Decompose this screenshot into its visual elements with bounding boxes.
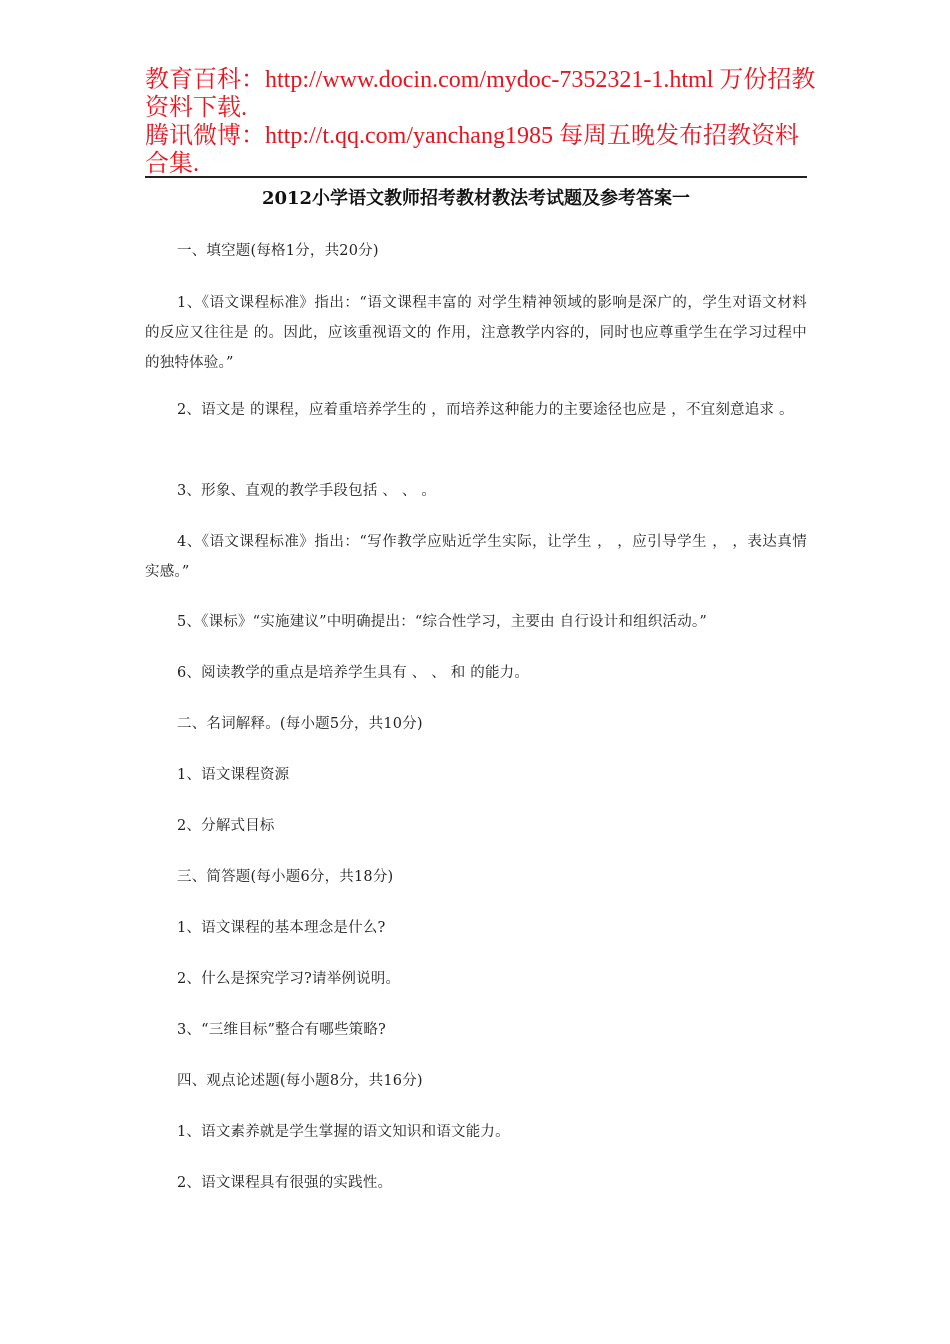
question-paragraph: 2、分解式目标 — [177, 818, 275, 834]
question-paragraph: 1、语文课程资源 — [177, 767, 290, 783]
question-paragraph: 1、语文素养就是学生掌握的语文知识和语文能力。 — [177, 1124, 510, 1140]
question-paragraph: 2、语文课程具有很强的实践性。 — [177, 1175, 393, 1191]
document-title: 2012小学语文教师招考教材教法考试题及参考答案一 — [261, 188, 691, 209]
promo-line-weibo-cont: 合集. — [145, 151, 199, 177]
section-heading-short-answer: 三、简答题(每小题6分，共18分) — [177, 869, 394, 885]
question-paragraph: 4、《语文课程标准》指出：“写作教学应贴近学生实际，让学生 ， ，应引导学生 ， ，表达真情实感。” — [145, 534, 807, 580]
question-paragraph: 6、阅读教学的重点是培养学生具有 、 、 和 的能力。 — [177, 665, 530, 681]
promo-line-docin[interactable]: 教育百科：http://www.docin.com/mydoc-7352321-1.html 万份招教 — [145, 67, 816, 93]
question-paragraph: 1、语文课程的基本理念是什么? — [177, 920, 386, 936]
header-divider — [145, 176, 807, 178]
section-heading-fill-blank: 一、填空题(每格1分，共20分) — [177, 243, 379, 259]
section-heading-terms: 二、名词解释。(每小题5分，共10分) — [177, 716, 423, 732]
section-heading-essay: 四、观点论述题(每小题8分，共16分) — [177, 1073, 423, 1089]
question-paragraph: 1、《语文课程标准》指出：“语文课程丰富的 对学生精神领域的影响是深广的，学生对语文材料的反应又往往是 的。因此，应该重视语文的 作用，注意教学内容的，同时也应尊重学生在学习过程中的独特体验。” — [145, 295, 807, 371]
promo-line-weibo[interactable]: 腾讯微博：http://t.qq.com/yanchang1985 每周五晚发布招教资料 — [145, 123, 799, 149]
question-paragraph: 2、什么是探究学习?请举例说明。 — [177, 971, 401, 987]
promo-header — [145, 66, 816, 178]
question-paragraph: 2、语文是 的课程，应着重培养学生的 ，而培养这种能力的主要途径也应是 ，不宜刻意追求 。 — [177, 402, 794, 418]
promo-line-docin-cont: 资料下载. — [145, 95, 247, 121]
question-paragraph: 3、“三维目标”整合有哪些策略? — [177, 1022, 387, 1038]
question-paragraph: 5、《课标》“实施建议”中明确提出：“综合性学习，主要由 自行设计和组织活动。” — [177, 614, 707, 630]
question-paragraph: 3、形象、直观的教学手段包括 、 、 。 — [177, 483, 437, 499]
